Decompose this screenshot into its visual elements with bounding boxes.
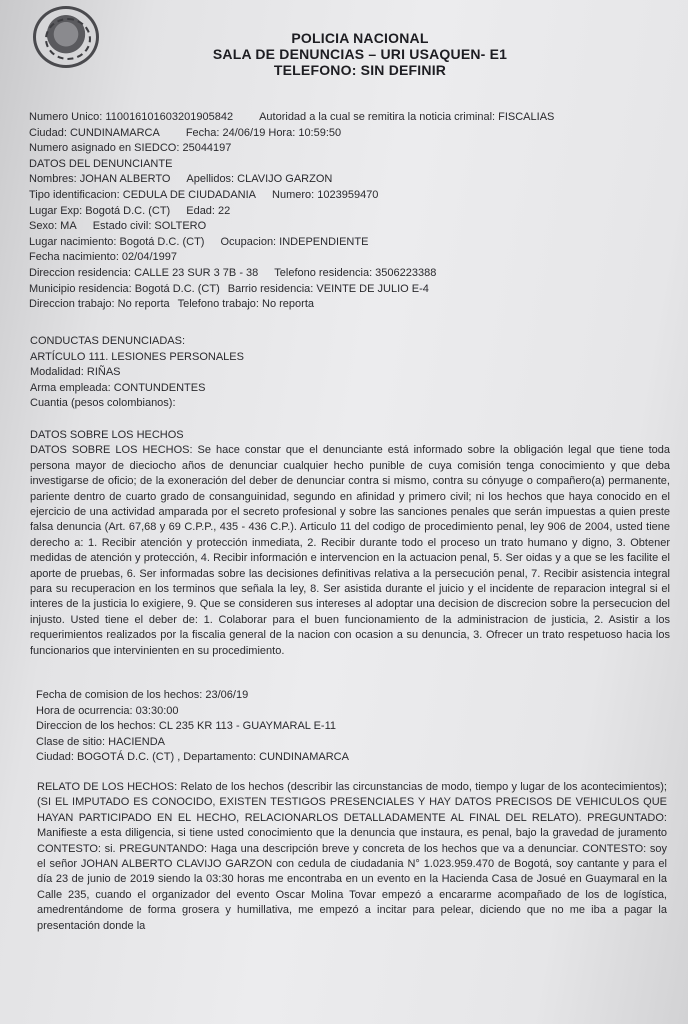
- marital-status: Estado civil: SOLTERO: [92, 220, 207, 233]
- occurrence-block: [36, 688, 676, 766]
- authority: Autoridad a la cual se remitira la noticia criminal: FISCALIAS: [259, 111, 555, 123]
- reported-conducts-block: [30, 334, 670, 412]
- document-header: [160, 30, 560, 78]
- id-number: Numero: 1023959470: [272, 188, 379, 201]
- id-type: Tipo identificacion: CEDULA DE CIUDADANIA: [29, 188, 257, 201]
- conducts-title: CONDUCTAS DENUNCIADAS:: [30, 335, 186, 347]
- date-time: Fecha: 24/06/19 Hora: 10:59:50: [185, 126, 342, 139]
- age: Edad: 22: [186, 204, 231, 217]
- facts-title: DATOS SOBRE LOS HECHOS: [30, 429, 184, 441]
- last-names: Apellidos: CLAVIJO GARZON: [186, 173, 333, 186]
- police-seal-logo: [33, 6, 99, 68]
- home-municipality: Municipio residencia: Bogotá D.C. (CT): [29, 282, 220, 295]
- home-phone: Telefono residencia: 3506223388: [274, 266, 437, 279]
- weapon-used: Arma empleada: CONTUNDENTES: [30, 381, 206, 394]
- work-phone: Telefono trabajo: No reporta: [177, 298, 314, 311]
- occurrence-city: Ciudad: BOGOTÁ D.C. (CT) , Departamento: CUNDINAMARCA: [36, 751, 349, 764]
- complaint-data-block: [29, 110, 669, 313]
- modality: Modalidad: RIÑAS: [30, 366, 121, 379]
- amount: Cuantia (pesos colombianos):: [30, 397, 176, 410]
- unique-number: Numero Unico: 110016101603201905842: [29, 111, 234, 123]
- sex: Sexo: MA: [29, 220, 77, 233]
- office-name: SALA DE DENUNCIAS – URI USAQUEN- E1: [212, 46, 508, 62]
- work-address: Direccion trabajo: No reporta: [29, 298, 170, 311]
- siedco-number: Numero asignado en SIEDCO: 25044197: [29, 142, 232, 155]
- narrative-block: [37, 780, 667, 934]
- complainant-section-title: DATOS DEL DENUNCIANTE: [29, 157, 173, 170]
- home-address: Direccion residencia: CALLE 23 SUR 3 7B - 38: [29, 266, 259, 279]
- article: ARTÍCULO 111. LESIONES PERSONALES: [30, 350, 244, 363]
- first-names: Nombres: JOHAN ALBERTO: [29, 173, 171, 186]
- occurrence-address: Direccion de los hechos: CL 235 KR 113 - GUAYMARAL E-11: [36, 720, 336, 733]
- birth-place: Lugar nacimiento: Bogotá D.C. (CT): [29, 235, 205, 248]
- narrative-text: RELATO DE LOS HECHOS: Relato de los hechos (describir las circunstancias de modo, tiempo y lugar de los acontecimientos); (SI EL IMPUTADO ES CONOCIDO, EXISTEN TESTIGOS PRESENCIALES Y HAY DATOS PRECISOS DE VEHICULOS QUE HAYAN PARTICIPADO EN EL HECHO, RELACIONARLOS DETALLADAMENTE AL FINAL DEL RELATO). PREGUNTADO: Manifieste a esta diligencia, si tiene usted conocimiento que la denuncia que instaura, es penal, bajo la gravedad de juramento CONTESTO: si. PREGUNTANDO: Haga una descripción breve y concreta de los hechos que va a denunciar. CONTESTO: soy el señor JOHAN ALBERTO CLAVIJO GARZON con cedula de ciudadania N° 1.023.959.470 de Bogotá, soy cantante y para el día 23 de junio de 2019 siendo la 03:30 horas me encontraba en un evento en la Hacienda Casa de Josué en Guaymaral en la Calle 235, cuando el organizador del evento Oscar Molina Tovar empezó a encararme acompañado de los de logística, amedrentándome de forma grosera y humillativa, me empezó a incitar para pelear, diciendo que no me iba a pagar la presentación donde la: [37, 781, 667, 932]
- home-neighborhood: Barrio residencia: VEINTE DE JULIO E-4: [227, 282, 429, 295]
- birth-date: Fecha nacimiento: 02/04/1997: [29, 251, 177, 264]
- institution-name: POLICIA NACIONAL: [291, 30, 429, 46]
- facts-legal-text: DATOS SOBRE LOS HECHOS: Se hace constar que el denunciante está informado sobre la obligación legal que tiene toda persona mayor de dieciocho años de denunciar cualquier hecho punible de cuya comisión tenga conocimiento y que deba investigarse de oficio; de la exoneración del deber de denunciar contra si mismo, contra su cónyuge o compañero(a) permanente, pariente dentro de cuarto grado de consanguinidad, segundo en afinidad y primero civil; ni los hechos que haya conocido en el ejercicio de una actividad amparada por el secreto profesional y sobre las sanciones penales que serán impuestas a quien preste falsa denuncia (Art. 67,68 y 69 C.P.P., 435 - 436 C.P.). Articulo 11 del codigo de procedimiento penal, ley 906 de 2004, usted tiene derecho a: 1. Recibir atención y protección inmediata, 2. Recibir durante todo el proceso un trato humano y digno, 3. Obtener medidas de atención y protección, 4. Recibir información e intervencion en la actuacion penal, 5. Ser oidas y a que se les facilite el aporte de pruebas, 6. Ser informadas sobre las decisiones definitivas relativa a la persecución penal, 7. Recibir asistencia integral para su recuperacion en los terminos que señala la ley, 8. Ser asistida durante el juicio y el incidente de reparacion integral si el interes de la justicia lo exigiere, 9. Que se consideren sus intereses al adoptar una decision de discrecion sobre la persecucion del injusto. Usted tiene el deber de: 1. Colaborar para el buen funcionamiento de la administracion de justicia, 2. Asistir a los requerimientos realizados por la fiscalia general de la nacion con ocasion a su denuncia, 3. Ofrecer un trato respetuoso hacia los funcionarios que intervinienten en su procedimiento.: [30, 444, 670, 657]
- site-type: Clase de sitio: HACIENDA: [36, 735, 165, 748]
- occurrence-time: Hora de ocurrencia: 03:30:00: [36, 704, 179, 717]
- issue-place: Lugar Exp: Bogotá D.C. (CT): [29, 204, 171, 217]
- facts-block: [30, 428, 670, 659]
- occupation: Ocupacion: INDEPENDIENTE: [220, 235, 369, 248]
- office-phone: TELEFONO: SIN DEFINIR: [273, 62, 447, 78]
- occurrence-date: Fecha de comision de los hechos: 23/06/19: [36, 689, 249, 701]
- city: Ciudad: CUNDINAMARCA: [29, 126, 160, 139]
